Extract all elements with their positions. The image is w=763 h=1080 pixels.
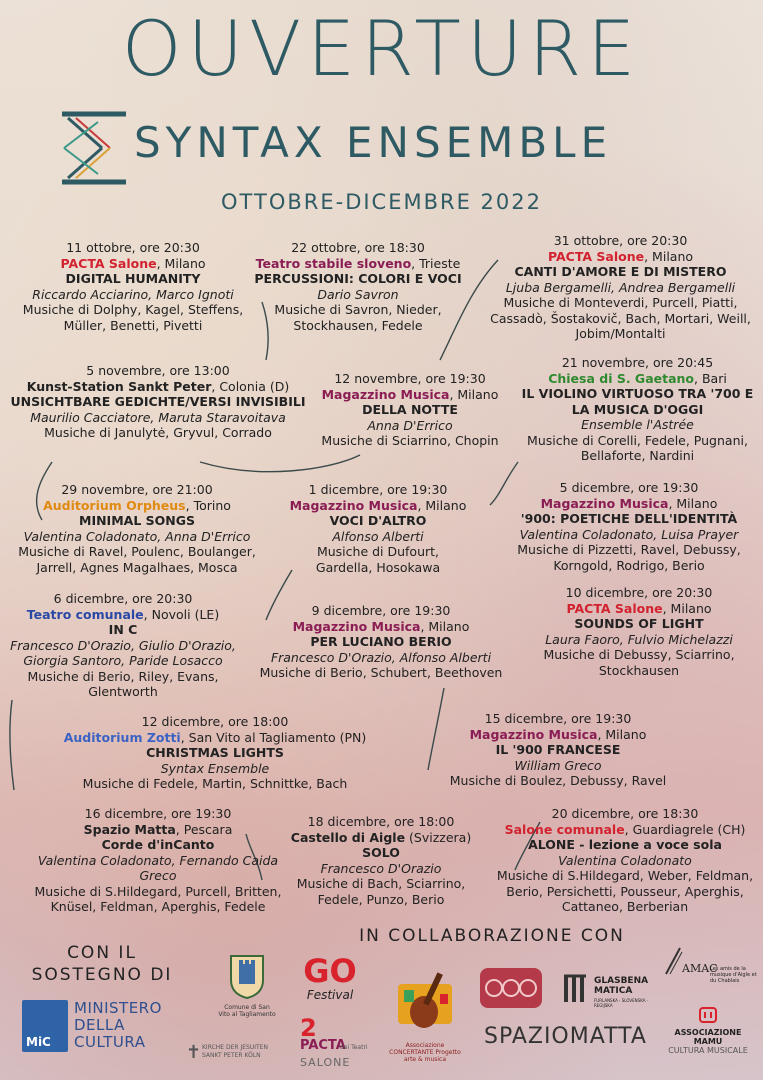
pacta-2-icon: 2 [300, 1014, 317, 1042]
mamu-icon [698, 1004, 718, 1024]
event-performers: Valentina Coladonato, Anna D'Errico [23, 528, 251, 544]
event-18-dicembre [286, 814, 476, 907]
kirche-text: KIRCHE DER JESUITEN SANKT PETER KÖLN [202, 1044, 268, 1059]
glasbena-text: GLASBENA MATICA [594, 976, 649, 996]
event-venue: Magazzino Musica [469, 726, 598, 742]
period-heading: OTTOBRE-DICEMBRE 2022 [221, 190, 542, 214]
event-music: Musiche di Monteverdi, Purcell, Piatti, Cassadò, Šostakovič, Bach, Mortari, Weill, Jobim/Montalti [490, 295, 751, 341]
event-15-dicembre [438, 711, 678, 789]
event-5-novembre [8, 363, 308, 441]
event-title: DELLA NOTTE [362, 402, 458, 417]
event-21-novembre [515, 355, 760, 464]
event-music: Musiche di Berio, Riley, Evans, Glentworth [27, 668, 219, 699]
concertante-logo [386, 968, 464, 1064]
ornament-logo-icon [480, 968, 542, 1008]
event-29-novembre [12, 482, 262, 575]
event-title: '900: POETICHE DELL'IDENTITÀ [520, 511, 738, 526]
event-venue: PACTA Salone [566, 600, 663, 616]
event-music: Musiche di S.Hildegard, Weber, Feldman, Berio, Persichetti, Pousseur, Aperghis, Cattaneo, Berberian [496, 868, 754, 914]
event-22-ottobre [248, 240, 468, 333]
event-date: 12 novembre, ore 19:30 [334, 371, 486, 386]
glasbena-icon [562, 972, 590, 1006]
event-venue: Chiesa di S. Gaetano [548, 370, 695, 386]
event-date: 31 ottobre, ore 20:30 [553, 233, 688, 248]
comune-text: Comune di San Vito al Tagliamento [218, 1004, 276, 1018]
event-music: Musiche di Boulez, Debussy, Ravel [449, 773, 667, 788]
event-performers: Valentina Coladonato [558, 852, 692, 868]
go-text: GO [303, 952, 357, 990]
event-music: Musiche di Corelli, Fedele, Pugnani, Bellaforte, Nardini [527, 432, 748, 463]
event-venue: Magazzino Musica [321, 386, 450, 402]
event-title: IL VIOLINO VIRTUOSO TRA '700 E LA MUSICA D'OGGI [521, 386, 754, 417]
event-date: 5 novembre, ore 13:00 [86, 363, 230, 378]
event-venue: Magazzino Musica [540, 495, 669, 511]
mamu-text: ASSOCIAZIONE MAMU [674, 1028, 742, 1046]
poster-subtitle: SYNTAX ENSEMBLE [134, 118, 613, 167]
event-performers: Riccardo Acciarino, Marco Ignoti [32, 286, 234, 302]
go-festival-logo [298, 954, 362, 1010]
event-performers: Laura Faoro, Fulvio Michelazzi [545, 631, 733, 647]
event-venue: Teatro comunale [26, 606, 144, 622]
event-venue: PACTA Salone [547, 248, 645, 264]
cross-icon: ✝ [186, 1042, 202, 1063]
event-music: Musiche di Dufourt, Gardella, Hosokawa [315, 544, 441, 575]
event-city: , Guardiagrele (CH) [624, 821, 746, 837]
event-title: IN C [108, 622, 138, 637]
event-music: Musiche di S.Hildegard, Purcell, Britten, Knüsel, Feldman, Aperghis, Fedele [34, 883, 282, 914]
event-title: UNSICHTBARE GEDICHTE/VERSI INVISIBILI [10, 394, 306, 409]
event-performers: Syntax Ensemble [160, 760, 270, 776]
event-performers: Ensemble l'Astrée [581, 417, 694, 432]
event-title: DIGITAL HUMANITY [65, 271, 201, 286]
event-venue: Magazzino Musica [289, 497, 418, 513]
pacta-text: PACTA [300, 1038, 346, 1053]
event-title: Corde d'inCanto [101, 837, 215, 852]
event-city: , Milano [417, 497, 467, 513]
event-date: 12 dicembre, ore 18:00 [141, 714, 289, 729]
event-city: , Milano [668, 495, 718, 511]
event-performers: Maurilio Cacciatore, Maruta Staravoitava [30, 409, 286, 425]
spazio-matta-logo: SPAZIOMATTA [484, 1024, 647, 1049]
pacta-sub: dei Teatri [340, 1044, 368, 1051]
event-performers: William Greco [514, 757, 602, 773]
event-city: , Milano [662, 600, 712, 616]
event-title: PER LUCIANO BERIO [310, 634, 452, 649]
event-9-dicembre [250, 603, 512, 681]
event-6-dicembre [0, 591, 246, 700]
event-music: Musiche di Sciarrino, Chopin [321, 433, 499, 448]
event-performers: Anna D'Errico [367, 417, 453, 433]
guitar-icon [390, 968, 460, 1038]
event-music: Musiche di Fedele, Martin, Schnittke, Bach [82, 776, 348, 791]
mic-abbr: MiC [26, 1035, 51, 1049]
pacta-logo [296, 1014, 368, 1074]
event-title: ALONE - lezione a voce sola [528, 837, 722, 852]
event-venue: Spazio Matta [83, 821, 176, 837]
event-title: CANTI D'AMORE E DI MISTERO [514, 264, 727, 279]
ministero-logo [22, 998, 172, 1056]
event-title: IL '900 FRANCESE [495, 742, 621, 757]
comune-logo [218, 952, 276, 1036]
event-date: 20 dicembre, ore 18:30 [551, 806, 699, 821]
event-31-ottobre [488, 233, 753, 342]
event-11-ottobre [8, 240, 258, 333]
event-city: , Trieste [411, 255, 461, 271]
event-performers: Francesco D'Orazio, Giulio D'Orazio, Giorgia Santoro, Paride Losacco [10, 637, 236, 668]
event-date: 1 dicembre, ore 19:30 [308, 482, 448, 497]
event-city: , Milano [644, 248, 694, 264]
amac-sub: Les amis de la musique d'Aigle et du Chablais [710, 966, 757, 984]
event-date: 11 ottobre, ore 20:30 [66, 240, 200, 255]
event-title: PERCUSSIONI: COLORI E VOCI [254, 271, 462, 286]
event-music: Musiche di Bach, Sciarrino, Fedele, Punzo, Berio [296, 876, 466, 907]
event-city: , Milano [420, 618, 470, 634]
event-venue: Teatro stabile sloveno [255, 255, 412, 271]
event-city: , Milano [597, 726, 647, 742]
event-music: Musiche di Dolphy, Kagel, Steffens, Müller, Benetti, Pivetti [22, 302, 244, 333]
event-1-dicembre [288, 482, 468, 575]
event-title: MINIMAL SONGS [79, 513, 195, 528]
event-date: 10 dicembre, ore 20:30 [565, 585, 713, 600]
event-music: Musiche di Debussy, Sciarrino, Stockhausen [543, 647, 735, 678]
event-music: Musiche di Ravel, Poulenc, Boulanger, Jarrell, Agnes Magalhaes, Mosca [18, 544, 256, 575]
event-date: 5 dicembre, ore 19:30 [559, 480, 699, 495]
event-venue: Auditorium Orpheus [43, 497, 186, 513]
event-5-dicembre [500, 480, 758, 573]
event-10-dicembre [528, 585, 750, 678]
event-music: Musiche di Savron, Nieder, Stockhausen, Fedele [274, 302, 442, 333]
event-title: SOUNDS OF LIGHT [574, 616, 704, 631]
event-venue: Castello di Aigle [290, 829, 406, 845]
mic-icon [22, 1000, 68, 1052]
support-label: CON IL SOSTEGNO DI [31, 943, 173, 985]
event-city: (Svizzera) [405, 829, 472, 845]
event-date: 15 dicembre, ore 19:30 [484, 711, 632, 726]
event-city: , Colonia (D) [211, 378, 290, 394]
event-date: 22 ottobre, ore 18:30 [291, 240, 425, 255]
event-city: , Pescara [175, 821, 233, 837]
event-city: , Novoli (LE) [143, 606, 220, 622]
concertante-text: Associazione CONCERTANTE Progetto arte & musica [389, 1042, 461, 1063]
ministero-text: MINISTERO DELLA CULTURA [74, 999, 162, 1051]
glasbena-matica-logo [562, 970, 654, 1010]
event-title: VOCI D'ALTRO [329, 513, 427, 528]
event-date: 21 novembre, ore 20:45 [561, 355, 714, 370]
event-city: , Bari [694, 370, 727, 386]
event-performers: Alfonso Alberti [332, 528, 424, 544]
comune-crest-icon [227, 952, 267, 1000]
event-music: Musiche di Pizzetti, Ravel, Debussy, Korngold, Rodrigo, Berio [517, 542, 741, 573]
event-title: CHRISTMAS LIGHTS [146, 745, 284, 760]
event-16-dicembre [26, 806, 290, 915]
event-performers: Valentina Coladonato, Luisa Prayer [519, 526, 739, 542]
event-date: 6 dicembre, ore 20:30 [53, 591, 193, 606]
amac-logo [664, 946, 759, 994]
event-date: 16 dicembre, ore 19:30 [84, 806, 232, 821]
glasbena-sub: FURLANSKA · SLOVENSKA · REGIJSKA [594, 998, 649, 1008]
event-12-dicembre [55, 714, 375, 792]
event-date: 18 dicembre, ore 18:00 [307, 814, 455, 829]
event-venue: PACTA Salone [60, 255, 157, 271]
event-performers: Francesco D'Orazio [320, 860, 442, 876]
event-performers: Dario Savron [317, 286, 399, 302]
event-venue: Salone comunale [504, 821, 625, 837]
event-city: , Torino [185, 497, 231, 513]
event-venue: Kunst-Station Sankt Peter [26, 378, 212, 394]
mamu-logo [668, 1004, 748, 1055]
event-city: , San Vito al Tagliamento (PN) [180, 729, 367, 745]
event-city: , Milano [156, 255, 206, 271]
collab-label: IN COLLABORAZIONE CON [359, 926, 625, 946]
event-venue: Magazzino Musica [292, 618, 421, 634]
event-music: Musiche di Janulytė, Gryvul, Corrado [44, 425, 272, 440]
event-title: SOLO [362, 845, 400, 860]
event-music: Musiche di Berio, Schubert, Beethoven [259, 665, 503, 680]
event-12-novembre [310, 371, 510, 449]
event-performers: Francesco D'Orazio, Alfonso Alberti [270, 649, 492, 665]
event-date: 29 novembre, ore 21:00 [61, 482, 213, 497]
event-performers: Ljuba Bergamelli, Andrea Bergamelli [505, 279, 736, 295]
event-20-dicembre [490, 806, 760, 915]
pacta-salone: SALONE [300, 1056, 351, 1069]
kirche-logo [186, 1042, 286, 1068]
poster-title: OUVERTURE [121, 4, 642, 93]
event-city: , Milano [449, 386, 499, 402]
amac-icon [664, 946, 684, 976]
event-venue: Auditorium Zotti [63, 729, 181, 745]
event-performers: Valentina Coladonato, Fernando Caida Greco [37, 852, 279, 883]
amac-text: AMAC [682, 962, 718, 975]
event-date: 9 dicembre, ore 19:30 [311, 603, 451, 618]
mamu-sub: CULTURA MUSICALE [668, 1046, 748, 1055]
go-sub: Festival [306, 988, 354, 1002]
